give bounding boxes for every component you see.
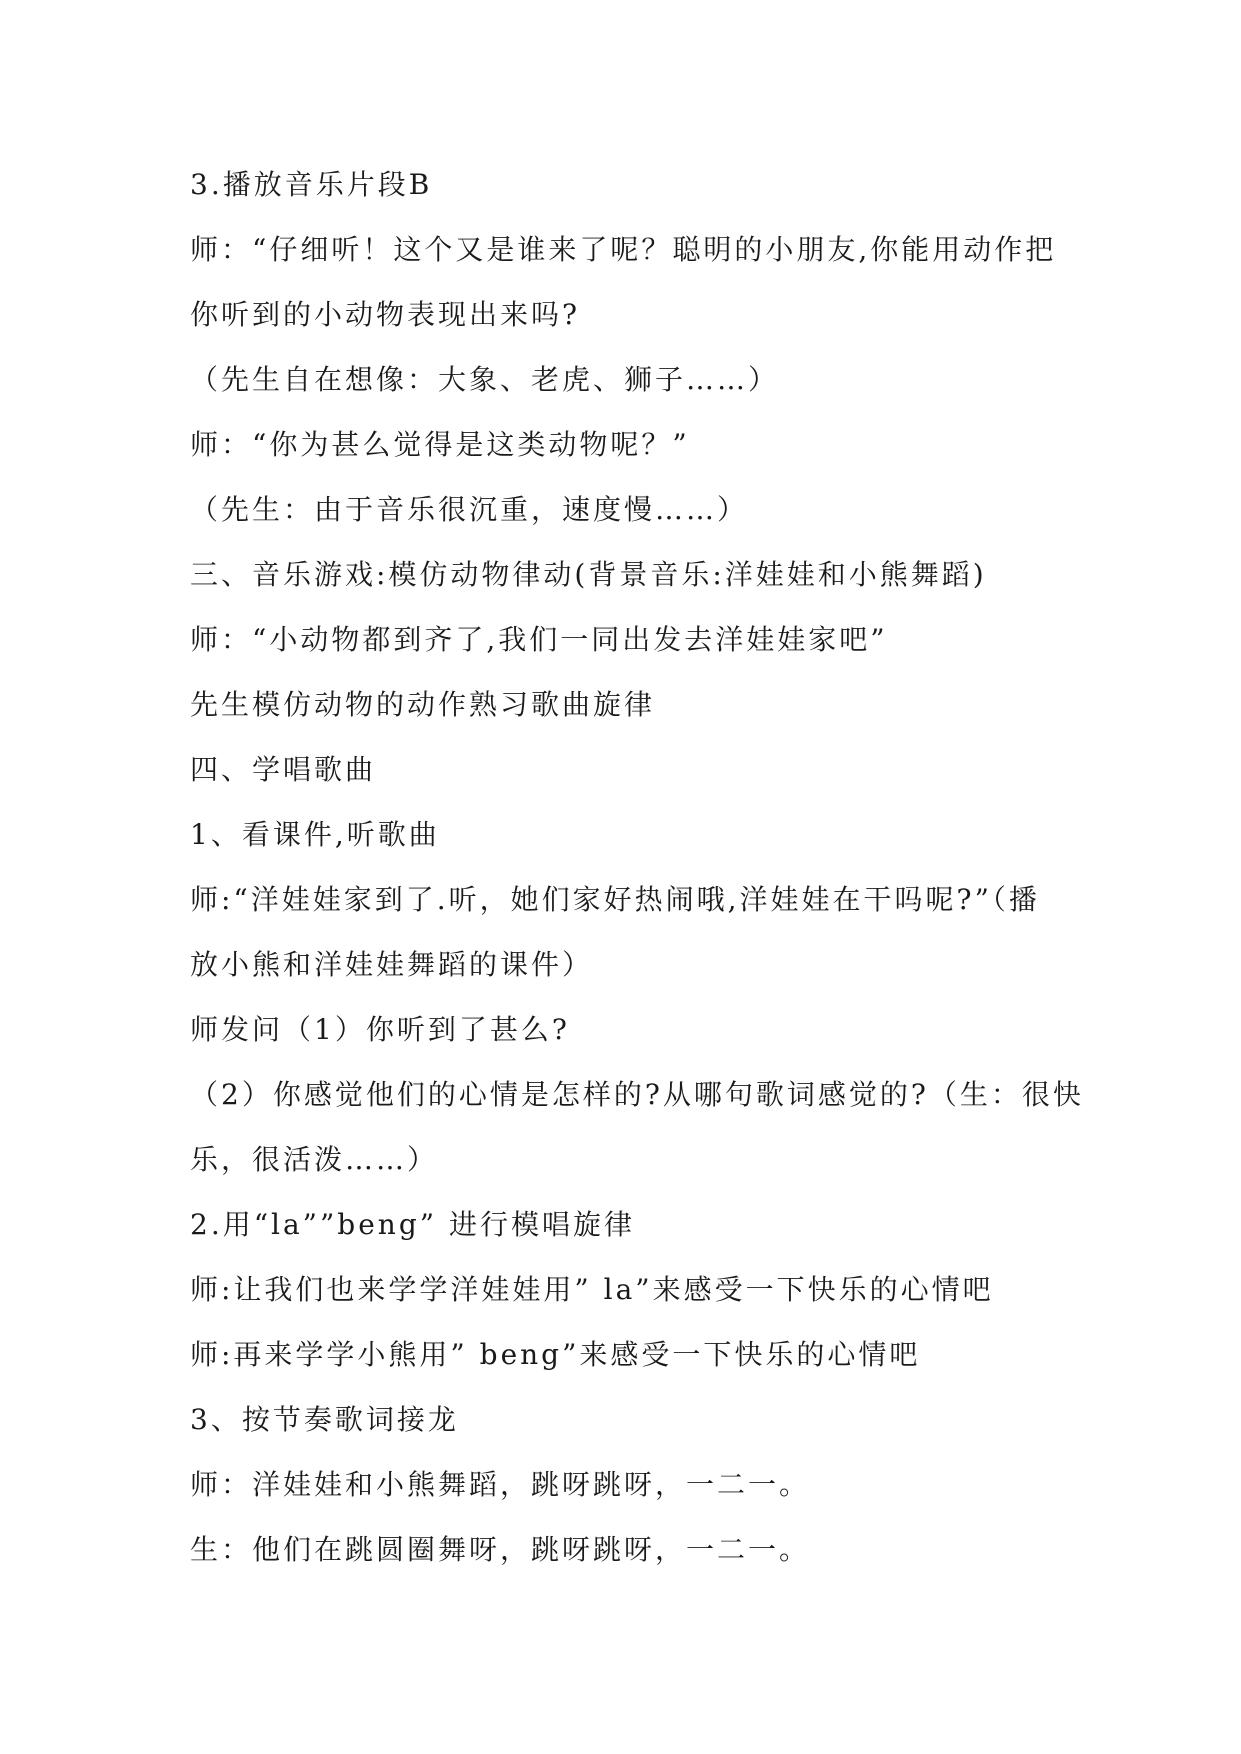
section-heading-music-game: 三、音乐游戏:模仿动物律动(背景音乐:洋娃娃和小熊舞蹈)	[190, 558, 987, 591]
teacher-line: 师:“洋娃娃家到了.听，她们家好热闹哦,洋娃娃在干吗呢?”（播	[190, 883, 1040, 916]
teacher-question: 师发问（1）你听到了甚么?	[190, 1013, 570, 1046]
teacher-line: 师：洋娃娃和小熊舞蹈，跳呀跳呀，一二一。	[190, 1468, 811, 1501]
teacher-line: 师:再来学学小熊用” beng”来感受一下快乐的心情吧	[190, 1338, 921, 1371]
student-response: （先生：由于音乐很沉重，速度慢……）	[190, 493, 749, 526]
teacher-line-continued: 放小熊和洋娃娃舞蹈的课件）	[190, 948, 594, 981]
activity-note: 先生模仿动物的动作熟习歌曲旋律	[190, 688, 656, 721]
step-heading: 2.用“la””beng” 进行模唱旋律	[190, 1208, 635, 1241]
teacher-question: （2）你感觉他们的心情是怎样的?从哪句歌词感觉的?（生：很快	[190, 1078, 1084, 1111]
teacher-line: 师：“小动物都到齐了,我们一同出发去洋娃娃家吧”	[190, 623, 888, 656]
teacher-line: 师:让我们也来学学洋娃娃用” la”来感受一下快乐的心情吧	[190, 1273, 994, 1306]
step-heading: 1、看课件,听歌曲	[190, 818, 440, 851]
teacher-line: 师：“仔细听！这个又是谁来了呢？聪明的小朋友,你能用动作把	[190, 233, 1057, 266]
step-heading: 3、按节奏歌词接龙	[190, 1403, 459, 1436]
teacher-line-continued: 你听到的小动物表现出来吗?	[190, 298, 581, 331]
section-heading-play-music-b: 3.播放音乐片段B	[190, 168, 433, 201]
teacher-question-continued: 乐，很活泼……）	[190, 1143, 439, 1176]
student-line: 生：他们在跳圆圈舞呀，跳呀跳呀，一二一。	[190, 1533, 811, 1566]
teacher-line: 师：“你为甚么觉得是这类动物呢？”	[190, 428, 690, 461]
section-heading-learn-song: 四、学唱歌曲	[190, 753, 377, 786]
student-response: （先生自在想像：大象、老虎、狮子……）	[190, 363, 780, 396]
